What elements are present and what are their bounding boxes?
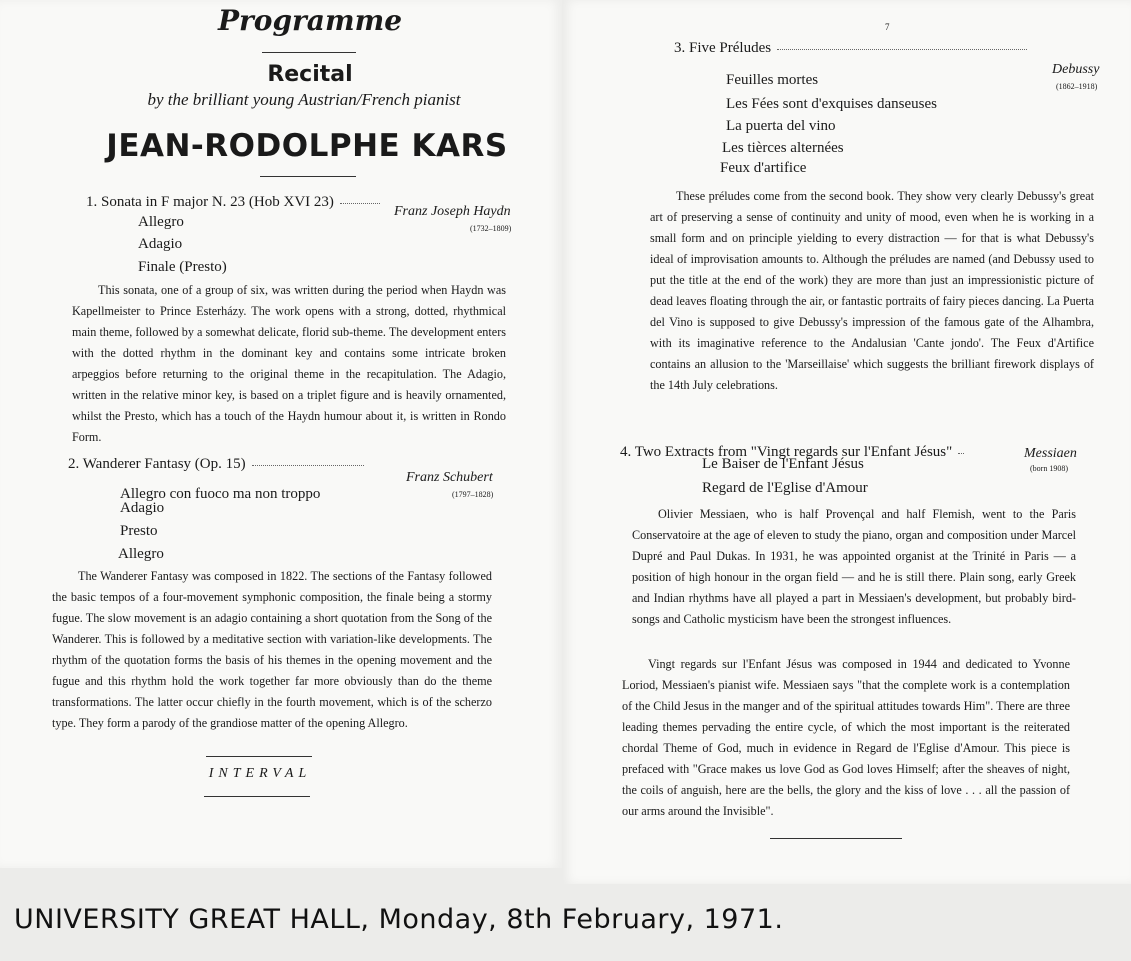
item4-composer: Messiaen (1024, 446, 1077, 461)
item1-composer: Franz Joseph Haydn (394, 204, 511, 219)
movement: Adagio (138, 236, 183, 252)
venue-date-caption: UNIVERSITY GREAT HALL, Monday, 8th February, 1971. (14, 904, 784, 935)
left-page (0, 0, 562, 868)
movement: Les tièrces alternées (722, 140, 844, 156)
item1-note: This sonata, one of a group of six, was written during the period when Haydn was Kapellmeister to Prince Esterházy. The work opens with a strong, dotted, rhythmical main theme, followed by a somewhat delicate, florid sub-theme. The development enters with the dotted rhythm in the dominant key and contains some intricate broken arpeggios before returning to the original theme in the recapitulation. The Adagio, written in the relative minor key, is based on a triplet figure and is heavily ornamented, whilst the Presto, which has a touch of the Haydn humour about it, is written in Rondo Form. (72, 283, 506, 444)
end-rule (770, 838, 902, 839)
movement: Presto (120, 523, 158, 539)
leader-dots (958, 452, 964, 454)
item3-note: These préludes come from the second book. They show very clearly Debussy's great art of preserving a sense of continuity and unity of mood, even when he is working in a small form and on principle yielding to every distraction — for that is what Debussy's ideal of improvisation amounts to. Although the préludes are named (and Debussy used to put the title at the end of the work) they are more than just an impressionistic picture of dead leaves floating through the air, or fantastic portraits of fairy pieces dancing. La Puerta del Vino is supposed to give Debussy's impression of the famous gate of the Alhambra, with its imaginative reference to the Andalusian 'Cante jondo'. The Feux d'Artifice contains an allusion to the 'Marseillaise' which suggests the brilliant firework displays of the 14th July celebrations. (650, 189, 1094, 392)
interval-rule-top (206, 756, 312, 757)
item3-dates: (1862–1918) (1056, 82, 1098, 91)
movement: Adagio (120, 500, 165, 516)
movement: Feuilles mortes (726, 72, 819, 88)
leader-dots (252, 464, 364, 466)
movement: Finale (Presto) (138, 259, 227, 275)
performer-name: JEAN-RODOLPHE KARS (106, 128, 508, 164)
item4-note-1: Olivier Messiaen, who is half Provençal and half Flemish, went to the Paris Conservatoire at the age of eleven to study the piano, organ and composition under Marcel Dupré and Paul Dukas. In 1931, he was appointed organist at the Trinité in Paris — a position of high honour in the organ field — and he is still there. Plain song, early Greek and Indian rhythms have all played a part in Messiaen's development, but probably bird-songs and Catholic mysticism have been the strongest influences. (632, 507, 1076, 626)
item1-dates: (1732–1809) (470, 224, 512, 233)
leader-dots (777, 48, 1027, 50)
item1-heading (86, 194, 386, 211)
movement: Les Fées sont d'exquises danseuses (726, 96, 938, 112)
item3-heading (674, 40, 1033, 57)
movement: Allegro con fuoco ma non troppo (120, 486, 321, 502)
page-number: 7 (885, 22, 890, 32)
item2-heading (68, 456, 370, 473)
item2-composer: Franz Schubert (406, 470, 493, 485)
item4-dates: (born 1908) (1030, 464, 1068, 473)
movement: Feux d'artifice (720, 160, 807, 176)
leader-dots (340, 202, 380, 204)
movement: Allegro (118, 546, 164, 562)
right-page (562, 0, 1131, 884)
performer-rule (260, 176, 356, 177)
movement: La puerta del vino (726, 118, 836, 134)
movement: Le Baiser de l'Enfant Jésus (702, 456, 864, 472)
item2-dates: (1797–1828) (452, 490, 494, 499)
item4-note-2: Vingt regards sur l'Enfant Jésus was composed in 1944 and dedicated to Yvonne Loriod, Messiaen's pianist wife. Messiaen says "that the complete work is a contemplation of the Child Jesus in the manger and of the spiritual attitudes towards Him". There are three leading themes pervading the entire cycle, of which the most important is the reiterated chordal Theme of God, much in evidence in Regard de l'Eglise d'Amour. This piece is prefaced with "Grace makes us love God as God loves Himself; after the sheaves of night, the coils of anguish, here are the bells, the glory and the kiss of love . . . all the passion of our arms around the Invisible". (622, 657, 1070, 818)
title-rule (262, 52, 356, 53)
item3-composer: Debussy (1052, 62, 1100, 77)
item3-title: 3. Five Préludes (674, 40, 772, 56)
item1-title: 1. Sonata in F major N. 23 (Hob XVI 23) (86, 194, 334, 210)
item4-title: 4. Two Extracts from "Vingt regards sur l'Enfant Jésus" (620, 444, 953, 460)
movement: Regard de l'Eglise d'Amour (702, 480, 868, 496)
programme-title: Programme (217, 4, 403, 37)
recital-heading: Recital (267, 62, 353, 87)
interval-label: INTERVAL (208, 766, 312, 781)
byline: by the brilliant young Austrian/French pianist (147, 90, 461, 109)
item2-note: The Wanderer Fantasy was composed in 1822. The sections of the Fantasy followed the basic tempos of a four-movement symphonic composition, the finale being a stormy fugue. The slow movement is an adagio containing a short quotation from the Song of the Wanderer. This is followed by a meditative section with variation-like developments. The rhythm of the quotation forms the basis of his themes in the opening movement and the fugue and this rhythm hold the work together far more obviously than do the theme transformations. The latter occur chiefly in the fourth movement, which is of the scherzo type. They form a parody of the grandiose matter of the opening Allegro. (52, 569, 492, 730)
movement: Allegro (138, 214, 184, 230)
item2-title: 2. Wanderer Fantasy (Op. 15) (68, 456, 246, 472)
interval-rule-bottom (204, 796, 310, 797)
